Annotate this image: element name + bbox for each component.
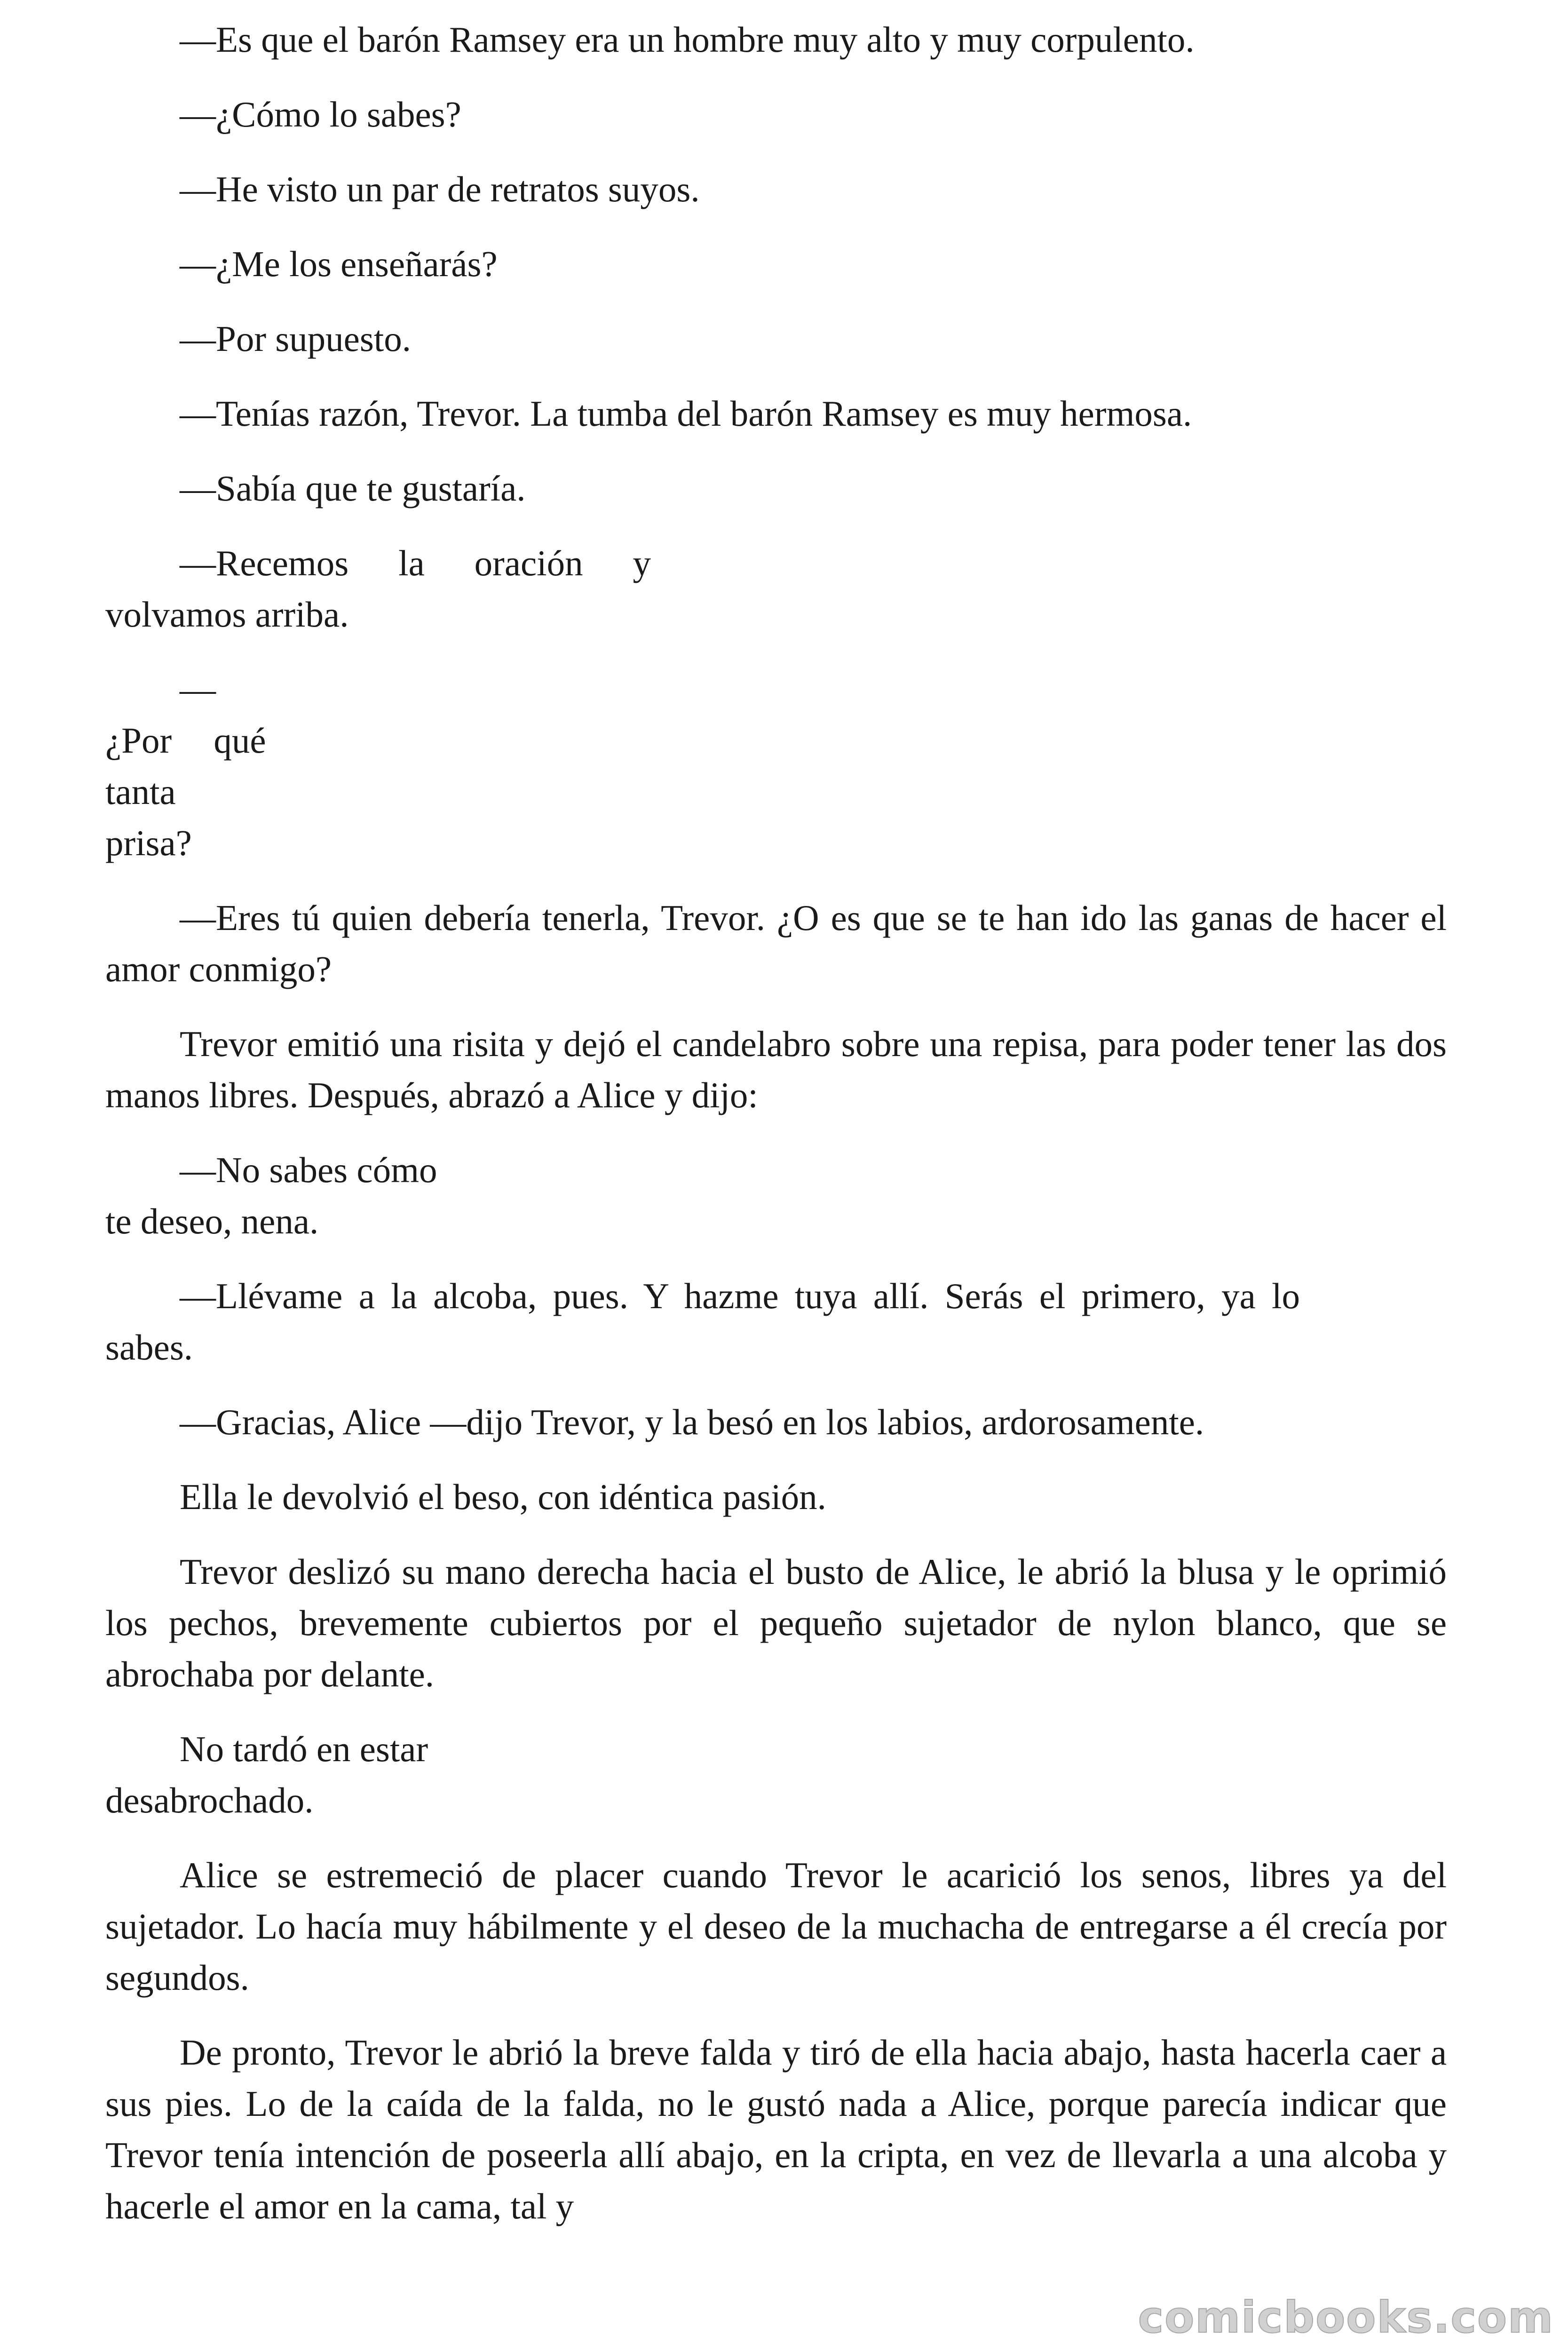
paragraph: —Eres tú quien debería tenerla, Trevor. ¿O es que se te han ido las ganas de hacer el amor conmigo? bbox=[105, 898, 1447, 989]
paragraph: Trevor emitió una risita y dejó el candelabro sobre una repisa, para poder tener las dos manos libres. Después, abrazó a Alice y dijo: bbox=[105, 1024, 1447, 1115]
paragraph-line: volvamos arriba. bbox=[105, 594, 349, 635]
paragraph bbox=[105, 664, 303, 869]
paragraph bbox=[105, 1724, 1447, 1826]
paragraph bbox=[105, 538, 651, 640]
paragraph: —Sabía que te gustaría. bbox=[180, 468, 526, 509]
paragraph-line: desabrochado. bbox=[105, 1780, 314, 1820]
paragraph-line: — bbox=[180, 669, 216, 709]
paragraph-line: tanta bbox=[105, 771, 176, 812]
paragraph-line: ¿Por qué bbox=[105, 720, 266, 761]
paragraph: Trevor deslizó su mano derecha hacia el busto de Alice, le abrió la blusa y le oprimió los pechos, brevemente cubiertos por el pequeño sujetador de nylon blanco, que se abrochaba por delante. bbox=[105, 1551, 1447, 1694]
paragraph: —He visto un par de retratos suyos. bbox=[180, 169, 700, 209]
paragraph: —Tenías razón, Trevor. La tumba del barón Ramsey es muy hermosa. bbox=[180, 393, 1192, 434]
paragraph-line: te deseo, nena. bbox=[105, 1201, 319, 1241]
paragraph-line: No tardó en estar bbox=[180, 1729, 428, 1769]
paragraph: —Gracias, Alice —dijo Trevor, y la besó en los labios, ardorosamente. bbox=[180, 1402, 1204, 1442]
paragraph bbox=[105, 1144, 1447, 1247]
paragraph-line: prisa? bbox=[105, 823, 192, 863]
paragraph-line: —Recemos la oración y bbox=[180, 543, 651, 583]
paragraph: Ella le devolvió el beso, con idéntica pasión. bbox=[180, 1477, 826, 1517]
paragraph: —¿Me los enseñarás? bbox=[180, 244, 498, 284]
page-body bbox=[105, 14, 1447, 2256]
paragraph-line: —No sabes cómo bbox=[180, 1150, 437, 1190]
paragraph: —Por supuesto. bbox=[180, 318, 411, 359]
paragraph: —Es que el barón Ramsey era un hombre muy alto y muy corpulento. bbox=[180, 19, 1195, 60]
paragraph: —¿Cómo lo sabes? bbox=[180, 94, 461, 135]
paragraph: De pronto, Trevor le abrió la breve falda y tiró de ella hacia abajo, hasta hacerla caer a sus pies. Lo de la caída de la falda, no le gustó nada a Alice, porque parecía indicar que Trevor tenía intención de poseerla allí abajo, en la cripta, en vez de llevarla a una alcoba y hacerle el amor en la cama, tal y bbox=[105, 2032, 1447, 2226]
paragraph: —Llévame a la alcoba, pues. Y hazme tuya allí. Serás el primero, ya lo sabes. bbox=[105, 1276, 1300, 1367]
watermark: comicbooks.com bbox=[1138, 2292, 1554, 2343]
paragraph: Alice se estremeció de placer cuando Trevor le acarició los senos, libres ya del sujetador. Lo hacía muy hábilmente y el deseo de la muchacha de entregarse a él crecía por segundos. bbox=[105, 1855, 1447, 1998]
